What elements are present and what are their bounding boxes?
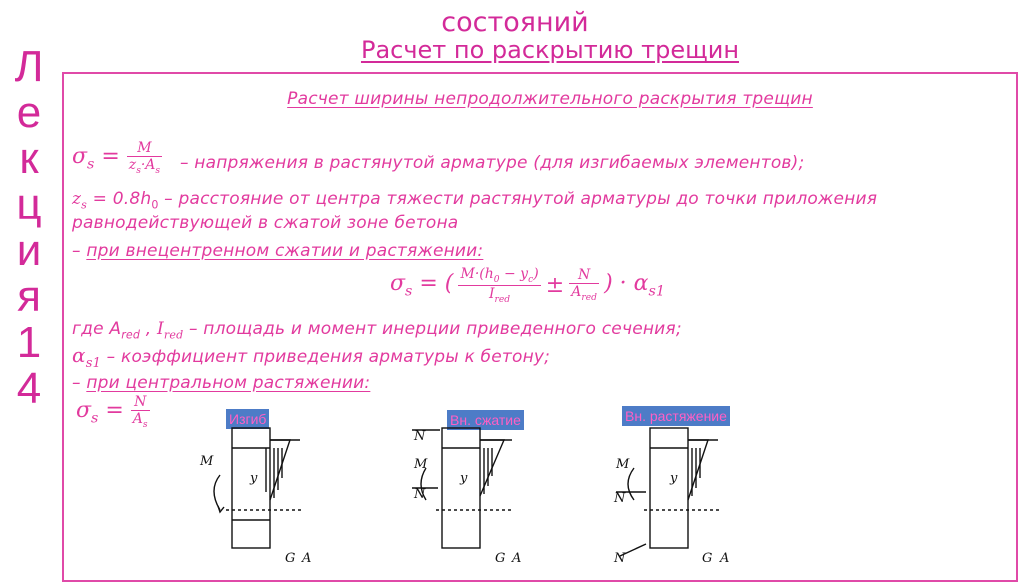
symbol-M: M	[200, 454, 214, 469]
formula-fraction: $\frac{M}{z_s\cdot A_s}$	[128, 140, 161, 176]
dash: –	[72, 241, 87, 261]
where-description: – площадь и момент инерции приведенного сечения;	[188, 319, 682, 339]
symbol-sigma: G	[495, 551, 506, 566]
zs-value: 0.8h	[112, 189, 152, 209]
eq1-description: – напряжения в растянутой арматуре (для изгибаемых элементов);	[180, 153, 805, 173]
label-bending: Изгиб	[226, 409, 269, 429]
zs-line: $z_s = 0.8h_0$ – расстояние от центра тяжести растянутой арматуры до точки приложения	[72, 189, 878, 212]
page-title-line1: состояний	[441, 7, 589, 38]
symbol-N: N	[414, 487, 426, 502]
vertical-letter: е	[16, 88, 42, 137]
vertical-letter: и	[16, 226, 42, 275]
label-eccentric-tension: Вн. растяжение	[622, 406, 730, 426]
symbol-yc: y	[460, 471, 468, 486]
alpha-line: $\alpha_{s1}$ – коэффициент приведения арматуры к бетону;	[72, 343, 551, 371]
formula-sigma-bending	[72, 140, 162, 176]
symbol-As: A	[302, 551, 312, 566]
formula-lhs: $\sigma_s$ =	[72, 143, 127, 173]
section-subheading: Расчет ширины непродолжительного раскрытия трещин	[287, 89, 813, 109]
symbol-sigma: G	[285, 551, 296, 566]
diagram-bending	[190, 420, 330, 570]
symbol-M: M	[414, 457, 428, 472]
diagram-eccentric-tension	[600, 420, 750, 570]
zs-description: – расстояние от центра тяжести растянутой арматуры до точки приложения	[164, 189, 878, 209]
symbol-yc: y	[250, 471, 258, 486]
symbol-N: N	[614, 491, 626, 506]
case-central-label: при центральном растяжении:	[86, 373, 371, 393]
vertical-letter: к	[19, 134, 39, 183]
case-central	[72, 372, 370, 394]
formula-sigma-central: $\sigma_s$ = $\frac{N}{A_s}$	[76, 394, 148, 430]
formula-sigma-eccentric: $\sigma_s$ = ( $\frac{M\cdot(h_0 - y_c)}{I_{red}}$ ± $\frac{N}{A_{red}}$ ) · $\alpha_{s1}$	[390, 266, 665, 305]
symbol-As: A	[720, 551, 730, 566]
symbol-yc: y	[670, 471, 678, 486]
symbol-N: N	[614, 551, 626, 566]
symbol-M: M	[616, 457, 630, 472]
diagram-eccentric-compression	[400, 420, 540, 570]
where-line: где $A_{red}$ , $I_{red}$ – площадь и момент инерции приведенного сечения;	[72, 319, 682, 342]
zs-line2: равнодействующей в сжатой зоне бетона	[72, 213, 459, 233]
vertical-letter: Л	[14, 42, 44, 91]
vertical-lecture-label	[4, 44, 54, 412]
alpha-description: – коэффициент приведения арматуры к бетону;	[106, 347, 551, 367]
symbol-As: A	[512, 551, 522, 566]
vertical-letter: я	[17, 272, 41, 321]
page-title-line2: Расчет по раскрытию трещин	[360, 36, 740, 64]
case-eccentric-label: при внецентренном сжатии и растяжении:	[86, 241, 484, 261]
vertical-letter: 1	[16, 318, 42, 367]
where-sub: red	[121, 328, 141, 342]
vertical-letter: ц	[16, 180, 42, 229]
where-prefix: где A	[72, 319, 122, 339]
cut-off-title	[350, 0, 800, 6]
label-eccentric-compression: Вн. сжатие	[447, 410, 524, 430]
symbol-sigma: G	[702, 551, 713, 566]
dash: –	[72, 373, 87, 393]
vertical-letter: 4	[16, 364, 42, 413]
case-eccentric	[72, 240, 483, 262]
symbol-N: N	[414, 429, 426, 444]
